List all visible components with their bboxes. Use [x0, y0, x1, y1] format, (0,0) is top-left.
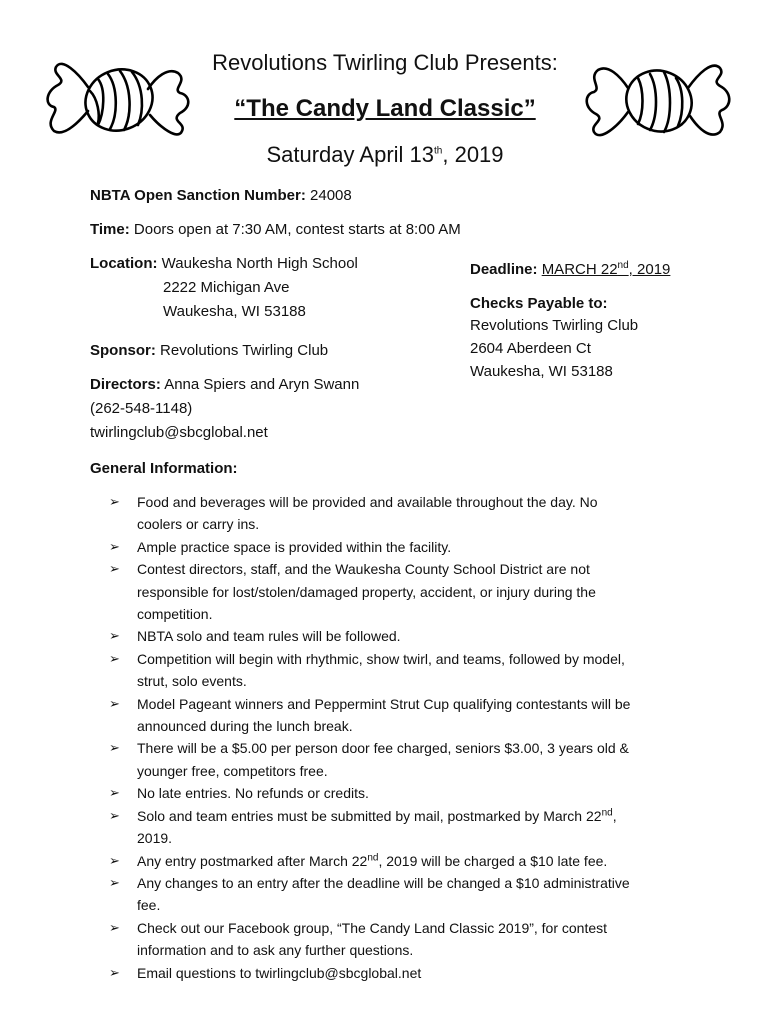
general-info-heading: General Information:	[90, 460, 238, 477]
location-street: 2222 Michigan Ave	[163, 279, 290, 296]
arrow-bullet-icon: ➢	[109, 874, 120, 890]
event-date: Saturday April 13th, 2019	[266, 142, 504, 167]
arrow-bullet-icon: ➢	[109, 919, 120, 935]
arrow-bullet-icon: ➢	[109, 964, 120, 980]
list-item: ➢ There will be a $5.00 per person door fee charged, seniors $3.00, 3 years old & younger free, competitors free.	[109, 737, 689, 782]
arrow-bullet-icon: ➢	[109, 494, 120, 509]
list-item: ➢ Food and beverages will be provided and available throughout the day. No coolers or carry ins.	[109, 491, 689, 536]
list-item: ➢ Model Pageant winners and Peppermint Strut Cup qualifying contestants will be announced during the lunch break.	[109, 693, 689, 738]
list-item: ➢ Competition will begin with rhythmic, show twirl, and teams, followed by model, strut, solo events.	[109, 648, 689, 693]
list-item: ➢ Contest directors, staff, and the Waukesha County School District are not responsible for lost/stolen/damaged property, accident, or injury during the competition.	[109, 558, 689, 625]
location-city: Waukesha, WI 53188	[163, 303, 306, 320]
list-item: ➢ NBTA solo and team rules will be followed.	[109, 625, 689, 647]
arrow-bullet-icon: ➢	[109, 561, 120, 577]
sanction-number: NBTA Open Sanction Number: 24008	[90, 187, 352, 204]
list-item: ➢ Any changes to an entry after the deadline will be changed a $10 administrative fee.	[109, 872, 689, 917]
arrow-bullet-icon: ➢	[109, 538, 120, 554]
arrow-bullet-icon: ➢	[109, 628, 120, 644]
list-item: ➢ Any entry postmarked after March 22nd, 2019 will be charged a $10 late fee.	[109, 850, 689, 872]
directors-email: twirlingclub@sbcglobal.net	[90, 424, 268, 441]
presenter-line: Revolutions Twirling Club Presents:	[212, 50, 558, 75]
list-item: ➢ Ample practice space is provided within the facility.	[109, 536, 689, 558]
directors: Directors: Anna Spiers and Aryn Swann	[90, 376, 360, 393]
deadline: Deadline: MARCH 22nd, 2019	[470, 260, 671, 278]
list-item: ➢ Email questions to twirlingclub@sbcglobal.net	[109, 962, 689, 984]
arrow-bullet-icon: ➢	[109, 807, 120, 823]
location: Location: Waukesha North High School	[90, 255, 358, 272]
event-title: “The Candy Land Classic”	[234, 95, 536, 122]
arrow-bullet-icon: ➢	[109, 785, 120, 801]
directors-phone: (262-548-1148)	[90, 400, 193, 417]
list-item: ➢ Solo and team entries must be submitted by mail, postmarked by March 22nd, 2019.	[109, 805, 689, 850]
checks-city: Waukesha, WI 53188	[470, 363, 613, 380]
arrow-bullet-icon: ➢	[109, 695, 120, 711]
arrow-bullet-icon: ➢	[109, 852, 120, 868]
list-item: ➢ Check out our Facebook group, “The Candy Land Classic 2019”, for contest information and to ask any further questions.	[109, 917, 689, 962]
general-info-list	[109, 491, 689, 984]
sponsor: Sponsor: Revolutions Twirling Club	[90, 342, 329, 359]
checks-street: 2604 Aberdeen Ct	[470, 340, 591, 357]
event-time: Time: Doors open at 7:30 AM, contest starts at 8:00 AM	[90, 221, 461, 238]
arrow-bullet-icon: ➢	[109, 650, 120, 666]
list-item: ➢ No late entries. No refunds or credits.	[109, 782, 689, 804]
arrow-bullet-icon: ➢	[109, 740, 120, 756]
checks-payable-label: Checks Payable to:	[470, 295, 608, 312]
checks-payee: Revolutions Twirling Club	[470, 317, 639, 334]
